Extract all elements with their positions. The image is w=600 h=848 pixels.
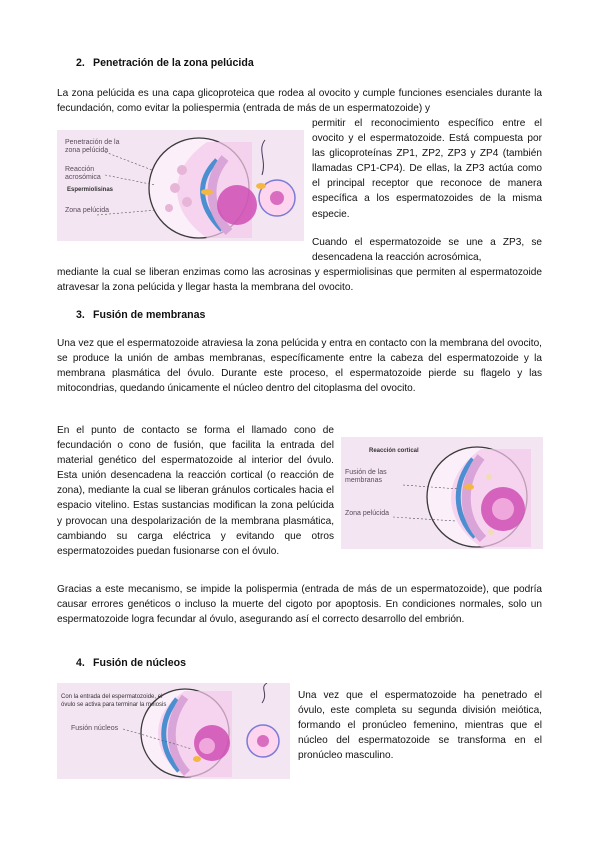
section-3-number: 3. <box>76 309 85 321</box>
figure-label-penetracion: Penetración de la zona pelúcida <box>65 139 120 154</box>
figure-label-reaccion-cortical: Reacción cortical <box>369 448 419 454</box>
figure-label-reaccion-acrosomica: Reacción acrosómica <box>65 166 101 181</box>
section-2-paragraph-2-right: Cuando el espermatozoide se une a ZP3, se desencadena la reacción acrosómica, <box>312 237 542 264</box>
section-4-number: 4. <box>76 657 85 669</box>
section-4-paragraph-1: Una vez que el espermatozoide ha penetrado el óvulo, este completa su segunda división meiótica, formando el pronúcleo femenino, mientras que el núcleo del espermatozoide se transforma en el pronúcleo masculino. <box>298 690 542 762</box>
section-3-title: Fusión de membranas <box>93 309 206 321</box>
figure-label-zona-pelucida-2: Zona pelúcida <box>345 510 389 517</box>
section-2-paragraph-2-full: mediante la cual se liberan enzimas como las acrosinas y espermiolisinas que permiten al espermatozoide atravesar la zona pelúcida y llegar hasta la membrana del ovocito. <box>57 267 542 294</box>
section-3-paragraph-1: Una vez que el espermatozoide atraviesa la zona pelúcida y entra en contacto con la membrana del ovocito, se produce la unión de ambas membranas, específicamente entre la cabeza del espermatozoide y la membrana plasmática del óvulo. Durante este proceso, el espermatozoide pierde su flagelo y las mitocondrias, quedando únicamente el núcleo dentro del citoplasma del ovocito. <box>57 338 542 395</box>
figure-label-activacion-ovulo: Con la entrada del espermatozoide, el óvulo se activa para terminar la meiosis <box>61 694 167 708</box>
section-3-paragraph-3: Gracias a este mecanismo, se impide la polispermia (entrada de más de un espermatozoide), que podría causar errores genéticos o incluso la muerte del cigoto por apoptosis. En condiciones normales, solo un espermatozoide logra fecundar al óvulo, asegurando así el correcto desarrollo del embrión. <box>57 584 542 626</box>
section-2-paragraph-right: permitir el reconocimiento específico entre el ovocito y el espermatozoide. Está compuesta por las glicoproteínas ZP1, ZP2, ZP3 y ZP4 (también llamadas CP1-CP4). De ellas, la ZP3 actúa como el principal receptor que reconoce de manera específica a los espermatozoides de la misma especie. <box>312 118 542 220</box>
section-4-title: Fusión de núcleos <box>93 657 187 669</box>
section-2-paragraph-top: La zona pelúcida es una capa glicoproteica que rodea al ovocito y cumple funciones esenciales durante la fecundación, como evitar la poliespermia (entrada de más de un espermatozoide) y <box>57 88 542 115</box>
section-3-paragraph-2: En el punto de contacto se forma el llamado cono de fecundación o cono de fusión, que facilita la entrada del material genético del espermatozoide al interior del óvulo. Esta unión desencadena la reacción cortical (o reacción de zona), mediante la cual se liberan gránulos corticales hacia el espacio vitelino. Estas sustancias modifican la zona pelúcida y provocan una despolarización de la membrana plasmática, cambiando su carga eléctrica y evitando que otros espermatozoides puedan fusionarse con el óvulo. <box>57 425 334 557</box>
fusion-membranas-figure <box>341 437 543 549</box>
zona-pelucida-figure <box>57 130 304 241</box>
section-2-title: Penetración de la zona pelúcida <box>93 57 254 69</box>
section-2-number: 2. <box>76 57 85 69</box>
figure-label-zona-pelucida: Zona pelúcida <box>65 207 109 214</box>
figure-label-fusion-nucleos: Fusión núcleos <box>71 725 119 732</box>
fusion-nucleos-figure <box>57 683 290 779</box>
figure-label-fusion-membranas: Fusión de las membranas <box>345 469 387 484</box>
figure-label-espermiolisinas: Espermiolisinas <box>67 187 114 193</box>
